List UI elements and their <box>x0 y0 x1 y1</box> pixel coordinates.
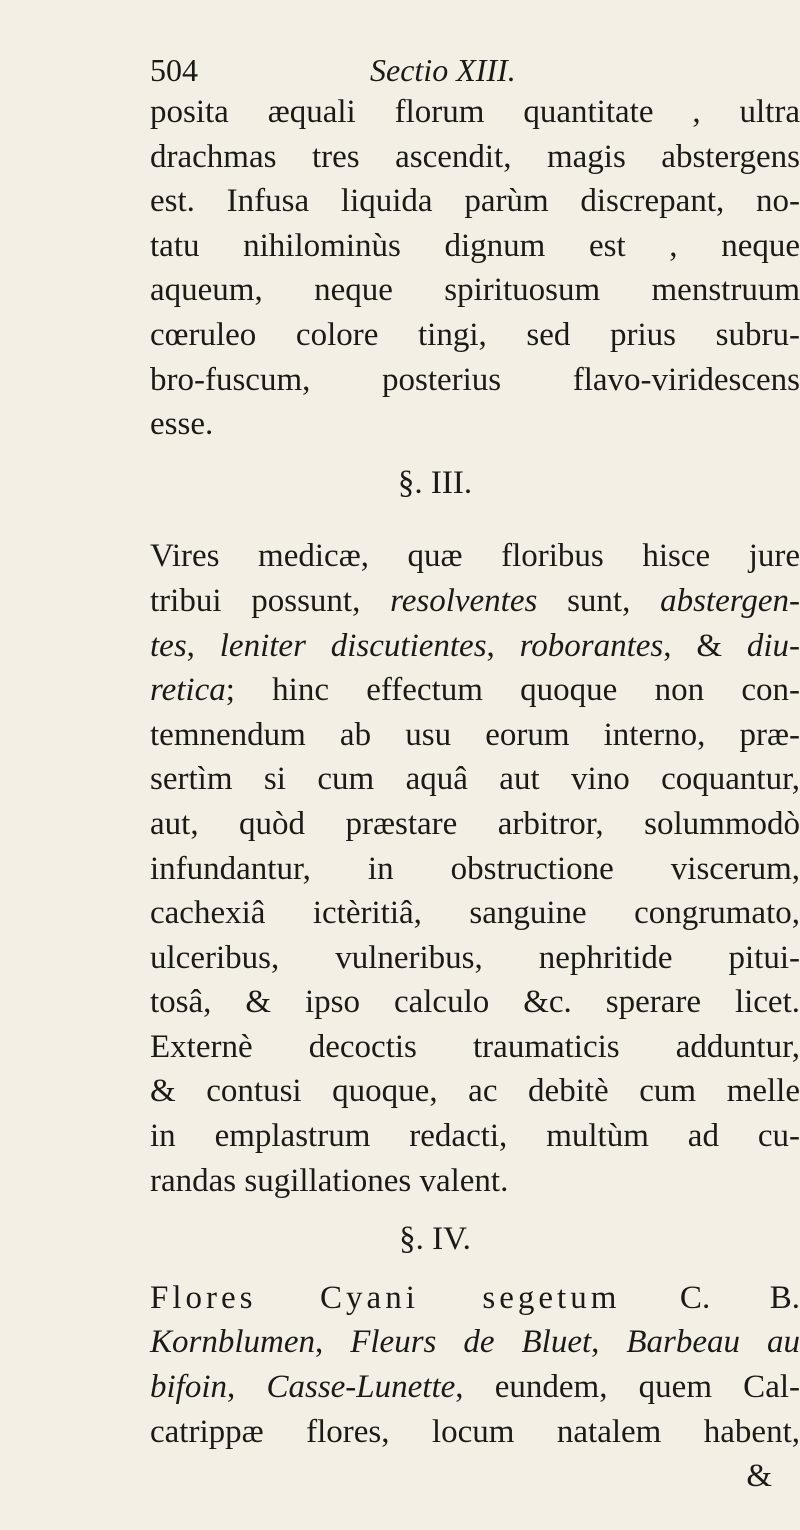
text-line: temnendum ab usu eorum interno, præ- <box>150 716 800 753</box>
text-span: ; hinc effectum quoque non con- <box>225 672 800 709</box>
text-span: , <box>227 1369 267 1406</box>
text-span: tribui possunt, <box>150 582 391 619</box>
text-span: , <box>186 627 220 664</box>
text-span: sunt, <box>537 582 661 619</box>
paragraph-3 <box>150 1276 800 1499</box>
small-caps-title: Flores Cyani segetum <box>150 1279 621 1316</box>
italic-term: Casse-Lunette <box>266 1369 456 1406</box>
text-line: cœruleo colore tingi, sed prius subru- <box>150 316 800 353</box>
text-line: ulceribus, vulneribus, nephritide pitui- <box>150 939 800 976</box>
paragraph-1 <box>150 90 800 447</box>
italic-term: tes <box>150 627 187 664</box>
italic-term: Barbeau au <box>626 1324 800 1361</box>
text-line: & contusi quoque, ac debitè cum melle <box>150 1073 800 1110</box>
text-line: tosâ, & ipso calculo &c. sperare licet. <box>150 984 800 1021</box>
text-span: , <box>486 627 520 664</box>
paragraph-2 <box>150 534 800 1203</box>
text-line <box>150 1276 800 1321</box>
italic-term: resolventes <box>390 582 538 619</box>
text-line: randas sugillationes valent. <box>150 1162 509 1199</box>
text-line: infundantur, in obstructione viscerum, <box>150 850 800 887</box>
italic-term: roborantes <box>519 627 664 664</box>
text-span: , <box>591 1324 627 1361</box>
italic-term: Kornblumen <box>150 1324 315 1361</box>
text-span: , <box>315 1324 351 1361</box>
running-head: Sectio XIII. <box>370 52 516 88</box>
text-span: , & <box>663 627 747 664</box>
text-span: , eundem, quem Cal- <box>455 1369 800 1406</box>
main-text <box>150 90 800 1499</box>
text-line: catrippæ flores, locum natalem habent, <box>150 1413 800 1450</box>
text-line: esse. <box>150 406 214 443</box>
text-line: tatu nihilominùs dignum est , neque <box>150 227 800 264</box>
italic-term: retica <box>150 672 226 709</box>
italic-term: bifoin <box>150 1369 228 1406</box>
italic-term: leniter discutientes <box>219 627 487 664</box>
text-line: est. Infusa liquida parùm discrepant, no- <box>150 183 800 220</box>
section-heading: §. IV. <box>399 1221 471 1258</box>
text-line: aqueum, neque spirituosum menstruum <box>150 272 800 309</box>
text-line: cachexiâ ictèritiâ, sanguine congrumato, <box>150 895 800 932</box>
italic-term: diu- <box>746 627 800 664</box>
text-line <box>150 624 800 669</box>
text-line <box>150 668 800 713</box>
page-number: 504 <box>150 52 198 88</box>
catchword: & <box>746 1458 772 1495</box>
text-line <box>150 1365 800 1410</box>
text-line: posita æquali florum quantitate , ultra <box>150 94 800 130</box>
text-span: C. B. <box>620 1279 800 1316</box>
text-line: Externè decoctis traumaticis adduntur, <box>150 1028 800 1065</box>
italic-term: Fleurs de Bluet <box>350 1324 592 1361</box>
text-line: sertìm si cum aquâ aut vino coquantur, <box>150 761 800 798</box>
italic-term: abstergen- <box>660 582 800 619</box>
section-heading: §. III. <box>397 464 473 501</box>
text-line <box>150 579 800 624</box>
text-line: in emplastrum redacti, multùm ad cu- <box>150 1118 800 1155</box>
text-line: aut, quòd præstare arbitror, solummodò <box>150 805 800 842</box>
text-line: bro-fuscum, posterius flavo-viridescens <box>150 361 800 398</box>
text-line: drachmas tres ascendit, magis abstergens <box>150 138 800 175</box>
text-line: Vires medicæ, quæ floribus hisce jure <box>150 538 800 575</box>
text-line <box>150 1320 800 1365</box>
